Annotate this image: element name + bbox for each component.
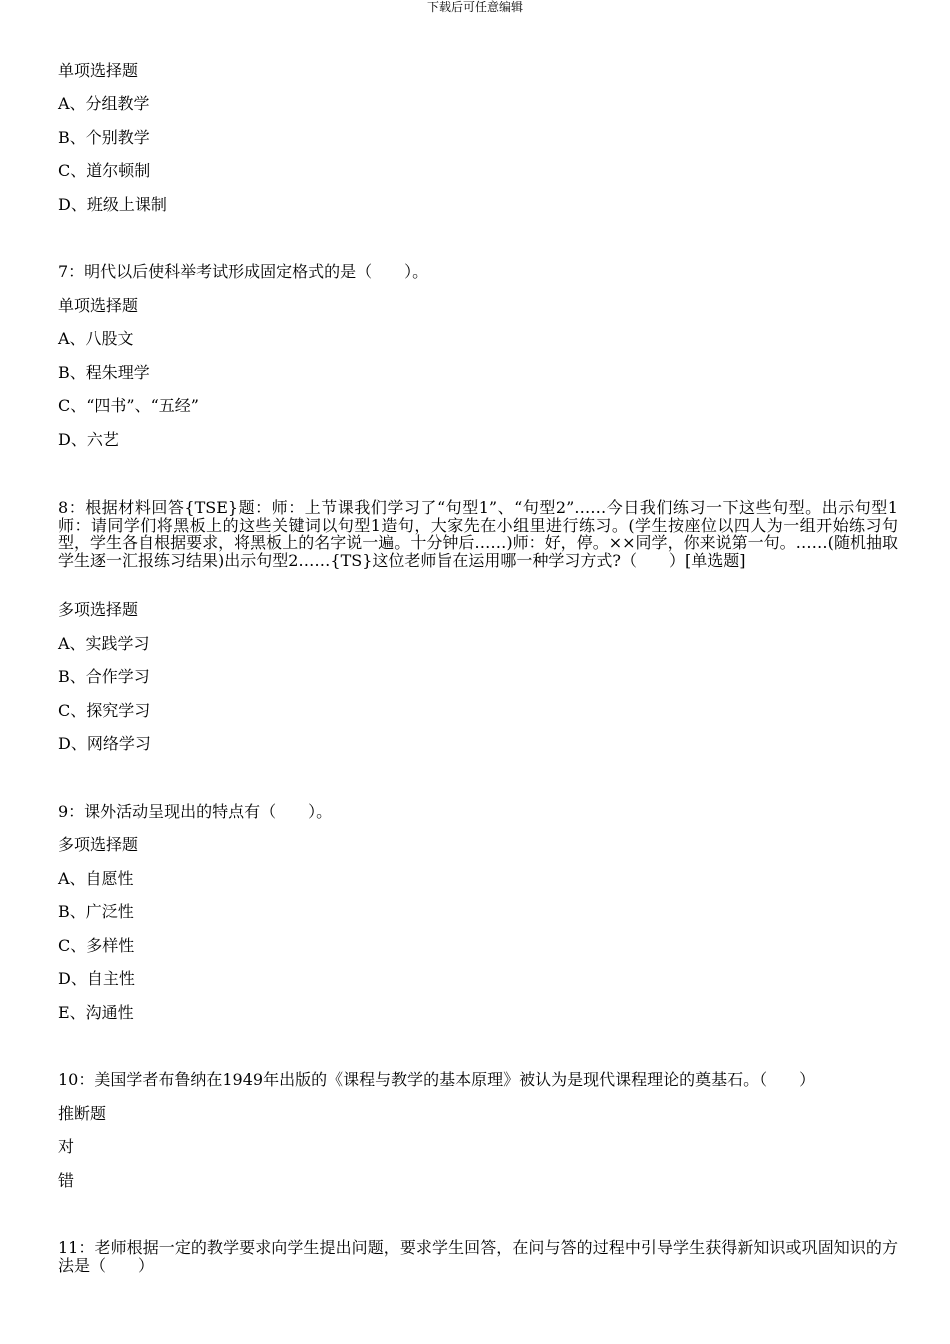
option-b: B、个别教学 [58,128,150,147]
question-10: 10：美国学者布鲁纳在1949年出版的《课程与教学的基本原理》被认为是现代课程理论的奠基石。（ ） [58,1070,816,1089]
option-c: C、道尔顿制 [58,161,151,180]
option-d: D、班级上课制 [58,195,167,214]
question-type: 多项选择题 [58,835,139,854]
option-false: 错 [58,1171,75,1190]
question-8: 8：根据材料回答{TSE}题：师：上节课我们学习了“句型1”、“句型2”……今日我们练习一下这些句型。出示句型1师：请同学们将黑板上的这些关键词以句型1造句，大家先在小组里进行练习。(学生按座位以四人为一组开始练习句型，学生各自根据要求，将黑板上的名字说一遍。十分钟后……)师：好，停。××同学，你来说第一句。……(随机抽取学生逐一汇报练习结果)出示句型2……{TS}这位老师旨在运用哪一种学习方式?（ ）[单选题] [58,498,898,570]
option-a: A、分组教学 [58,94,150,113]
question-type: 单项选择题 [58,61,139,80]
question-type: 多项选择题 [58,600,139,619]
option-a: A、八股文 [58,329,134,348]
question-9: 9：课外活动呈现出的特点有（ ）。 [58,802,333,821]
option-c: C、探究学习 [58,701,151,720]
option-a: A、实践学习 [58,634,150,653]
option-d: D、自主性 [58,969,135,988]
option-c: C、“四书”、“五经” [58,396,199,415]
option-b: B、广泛性 [58,902,134,921]
option-d: D、六艺 [58,430,119,449]
option-e: E、沟通性 [58,1003,134,1022]
option-a: A、自愿性 [58,869,134,888]
question-type: 推断题 [58,1104,107,1123]
option-b: B、合作学习 [58,667,150,686]
option-d: D、网络学习 [58,734,151,753]
option-true: 对 [58,1137,75,1156]
option-b: B、程朱理学 [58,363,150,382]
page-header: 下载后可任意编辑 [426,0,523,14]
question-7: 7：明代以后使科举考试形成固定格式的是（ ）。 [58,262,429,281]
option-c: C、多样性 [58,936,135,955]
question-11: 11：老师根据一定的教学要求向学生提出问题，要求学生回答，在问与答的过程中引导学生获得新知识或巩固知识的方法是（ ） [58,1238,898,1275]
question-type: 单项选择题 [58,296,139,315]
